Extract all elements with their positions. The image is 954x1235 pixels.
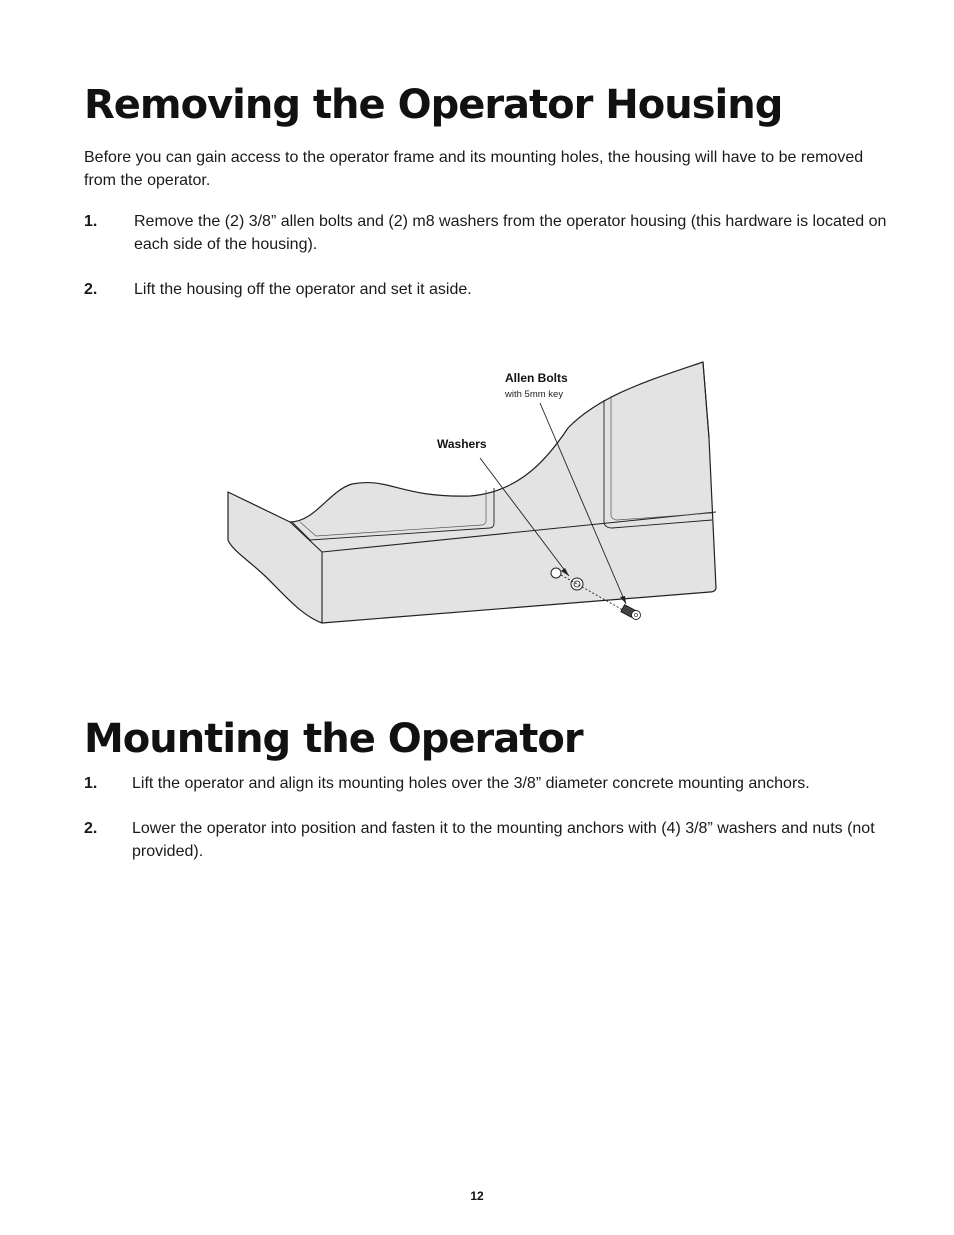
- step-text: Lower the operator into position and fasten it to the mounting anchors with (4) 3/8” washers and nuts (not provided).: [132, 820, 875, 860]
- step-number: 2.: [84, 281, 98, 298]
- page-number: 12: [470, 1189, 484, 1203]
- label-allen-bolts: Allen Bolts: [505, 371, 568, 385]
- removal-step-1: [84, 210, 894, 256]
- step-number: 2.: [84, 820, 98, 837]
- allen-bolt-icon: [621, 605, 641, 620]
- housing-illustration: [0, 350, 954, 650]
- mounting-hole: [551, 568, 561, 578]
- step-text: Remove the (2) 3/8” allen bolts and (2) m8 washers from the operator housing (this hardware is located on each side of the housing).: [134, 213, 887, 253]
- section-title-removing-housing: Removing the Operator Housing: [84, 82, 783, 128]
- section-title-mounting: Mounting the Operator: [84, 716, 583, 762]
- removal-step-2: [84, 278, 894, 301]
- step-text: Lift the housing off the operator and set it aside.: [134, 281, 472, 298]
- step-number: 1.: [84, 213, 98, 230]
- step-number: 1.: [84, 775, 98, 792]
- washer-icon: [571, 578, 583, 590]
- mounting-step-2: [84, 817, 894, 863]
- label-washers: Washers: [437, 437, 487, 451]
- housing-outline: [228, 362, 716, 623]
- intro-paragraph: Before you can gain access to the operator frame and its mounting holes, the housing will have to be removed from the operator.: [84, 149, 864, 189]
- label-allen-bolts-sub: with 5mm key: [505, 389, 564, 400]
- mounting-step-1: [84, 772, 894, 795]
- step-text: Lift the operator and align its mounting holes over the 3/8” diameter concrete mounting anchors.: [132, 775, 810, 792]
